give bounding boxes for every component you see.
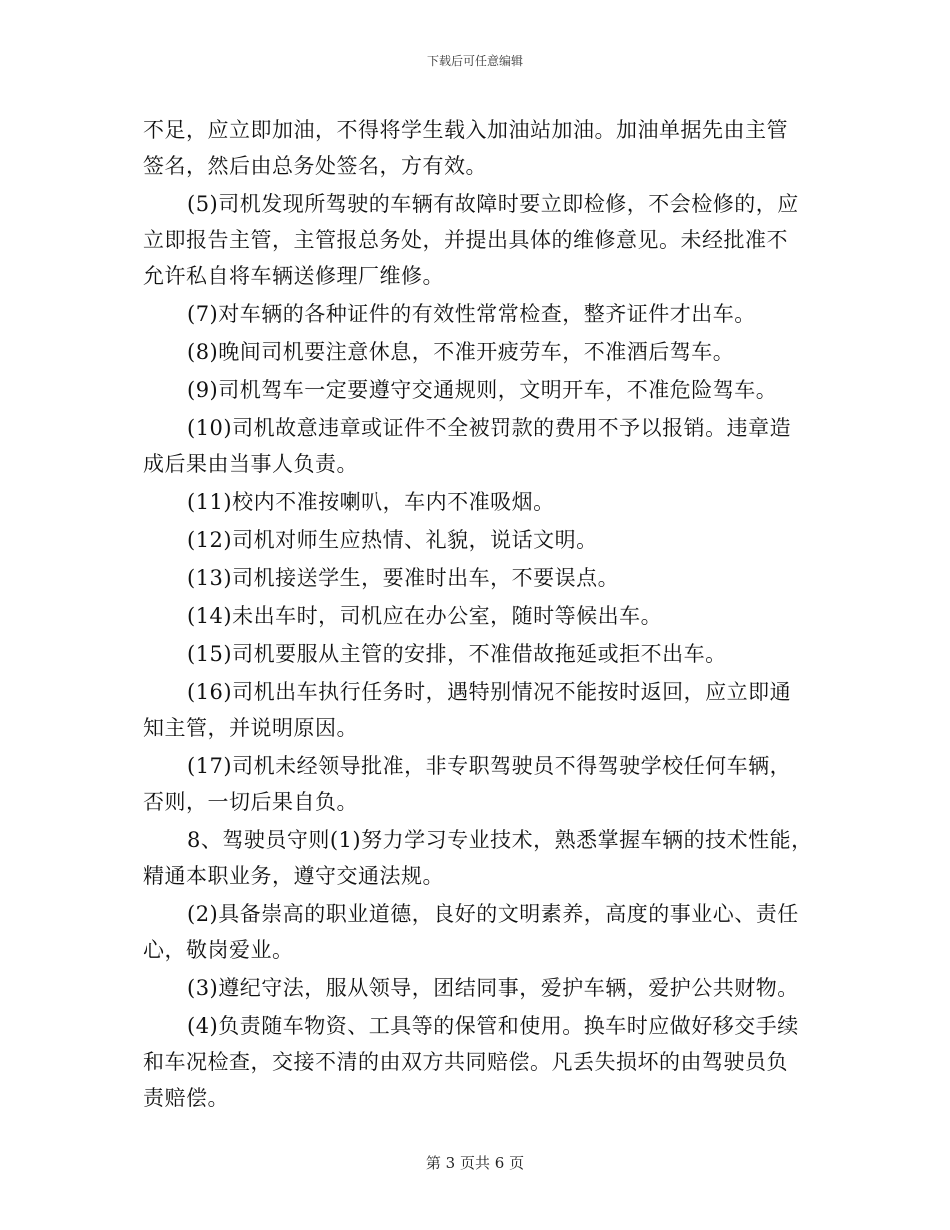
page-number-footer: 第 3 页共 6 页 <box>425 1154 525 1172</box>
text-line: 知主管，并说明原因。 <box>143 716 358 740</box>
paragraph <box>143 1008 811 1116</box>
text-line: 立即报告主管，主管报总务处，并提出具体的维修意见。未经批准不 <box>143 228 788 252</box>
text-line: (7)对车辆的各种证件的有效性常常检查，整齐证件才出车。 <box>187 302 756 326</box>
paragraph <box>143 372 811 408</box>
paragraph <box>143 560 811 596</box>
text-line: (13)司机接送学生，要准时出车，不要误点。 <box>187 566 620 590</box>
text-line: 和车况检查，交接不清的由双方共同赔偿。凡丢失损坏的由驾驶员负 <box>143 1050 788 1074</box>
text-line: (9)司机驾车一定要遵守交通规则，文明开车，不准危险驾车。 <box>187 378 778 402</box>
text-line: 成后果由当事人负责。 <box>143 452 358 476</box>
paragraph <box>143 484 811 520</box>
paragraph <box>143 334 811 370</box>
text-line: (11)校内不准按喇叭，车内不准吸烟。 <box>187 490 555 514</box>
text-line: (10)司机故意违章或证件不全被罚款的费用不予以报销。违章造 <box>187 416 792 440</box>
page-header: 下载后可任意编辑 <box>426 54 523 68</box>
text-line: (12)司机对师生应热情、礼貌，说话文明。 <box>187 528 598 552</box>
text-line: 否则，一切后果自负。 <box>143 790 358 814</box>
paragraph <box>143 186 811 294</box>
text-line: 责赔偿。 <box>143 1086 229 1110</box>
paragraph <box>143 822 811 894</box>
text-line: (2)具备崇高的职业道德，良好的文明素养，高度的事业心、责任 <box>187 902 799 926</box>
text-line: (5)司机发现所驾驶的车辆有故障时要立即检修，不会检修的，应 <box>187 192 799 216</box>
text-line: 不足，应立即加油，不得将学生载入加油站加油。加油单据先由主管 <box>143 118 788 142</box>
text-line: 允许私自将车辆送修理厂维修。 <box>143 264 444 288</box>
paragraph <box>143 112 811 184</box>
paragraph <box>143 636 811 672</box>
text-line: (16)司机出车执行任务时，遇特别情况不能按时返回，应立即通 <box>187 680 792 704</box>
paragraph <box>143 748 811 820</box>
text-line: (4)负责随车物资、工具等的保管和使用。换车时应做好移交手续 <box>187 1014 799 1038</box>
paragraph <box>143 970 811 1006</box>
paragraph <box>143 598 811 634</box>
text-line: (14)未出车时，司机应在办公室，随时等候出车。 <box>187 604 663 628</box>
text-line: 心，敬岗爱业。 <box>143 938 294 962</box>
text-line: 签名，然后由总务处签名，方有效。 <box>143 154 487 178</box>
document-body <box>143 112 811 1116</box>
paragraph <box>143 674 811 746</box>
paragraph <box>143 522 811 558</box>
paragraph <box>143 296 811 332</box>
text-line: 精通本职业务，遵守交通法规。 <box>143 864 444 888</box>
paragraph <box>143 410 811 482</box>
text-line: (3)遵纪守法，服从领导，团结同事，爱护车辆，爱护公共财物。 <box>187 976 799 1000</box>
text-line: (17)司机未经领导批准，非专职驾驶员不得驾驶学校任何车辆， <box>187 754 792 778</box>
paragraph <box>143 896 811 968</box>
text-line: (15)司机要服从主管的安排，不准借故拖延或拒不出车。 <box>187 642 727 666</box>
text-line: 8、驾驶员守则(1)努力学习专业技术，熟悉掌握车辆的技术性能， <box>187 828 813 852</box>
text-line: (8)晚间司机要注意休息，不准开疲劳车，不准酒后驾车。 <box>187 340 735 364</box>
